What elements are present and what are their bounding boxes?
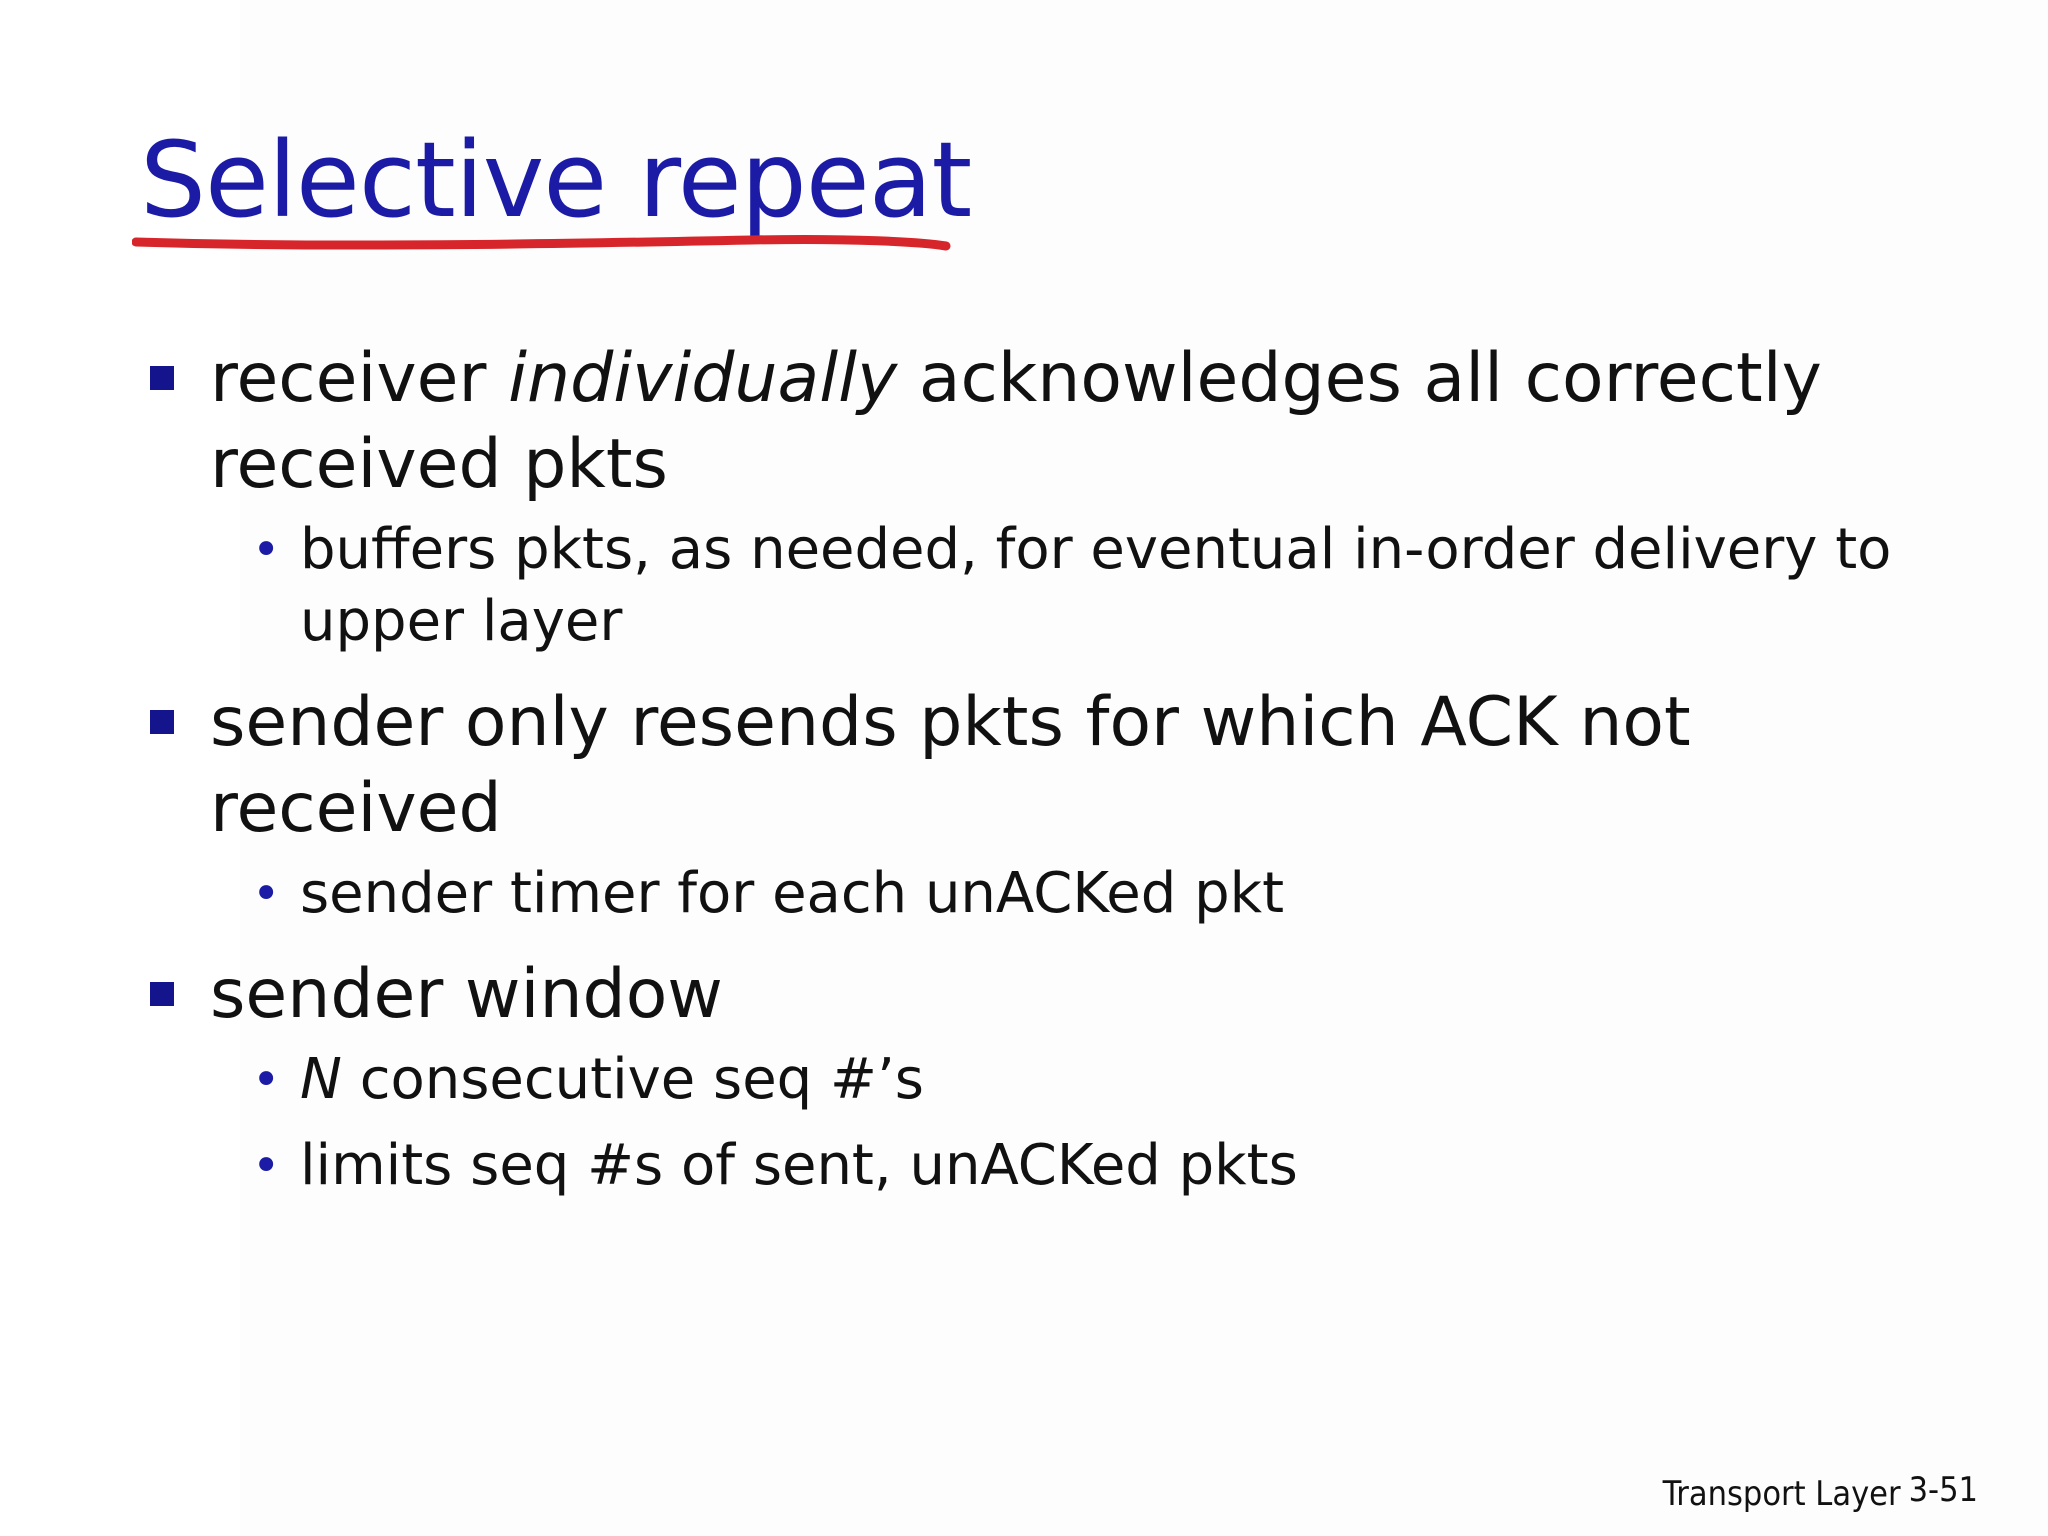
slide-title: Selective repeat [140, 119, 972, 241]
page-number: 3-51 [1908, 1470, 1978, 1510]
bullet-3 [148, 952, 1908, 1038]
slide-footer [1662, 1470, 1978, 1514]
dot-bullet-icon: • [252, 1052, 281, 1108]
square-bullet-icon [150, 710, 174, 734]
bullet-3-text-pre: sender window [210, 955, 723, 1034]
bullet-1-text-post: acknowledges all correctly received pkts [210, 339, 1822, 504]
bullet-3-sub-1-text: consecutive seq #’s [341, 1047, 924, 1112]
bullet-3-sub-2 [148, 1130, 1908, 1202]
bullet-1-text-pre: receiver [210, 339, 509, 418]
bullet-3-sub-1-emphasis: N [300, 1047, 342, 1112]
square-bullet-icon [150, 982, 174, 1006]
bullet-3-sub-2-text: limits seq #s of sent, unACKed pkts [300, 1133, 1298, 1198]
bullet-1-emphasis: individually [508, 339, 898, 418]
title-underline [132, 230, 952, 254]
bullet-2-text-pre: sender only resends pkts for which ACK not received [210, 683, 1691, 848]
bullet-1-sub-1 [148, 514, 1908, 658]
footer-label: Transport Layer [1662, 1474, 1901, 1514]
dot-bullet-icon: • [252, 866, 281, 922]
dot-bullet-icon: • [252, 522, 281, 578]
bullet-2-sub-1-text: sender timer for each unACKed pkt [300, 861, 1285, 926]
bullet-1-sub-1-text: buffers pkts, as needed, for eventual in-order delivery to upper layer [300, 517, 1892, 654]
bullet-2-sub-1 [148, 858, 1908, 930]
bullet-1 [148, 336, 1908, 508]
dot-bullet-icon: • [252, 1138, 281, 1194]
bullet-2 [148, 680, 1908, 852]
bullet-3-sub-1 [148, 1044, 1908, 1116]
bullet-list [148, 336, 1908, 1216]
square-bullet-icon [150, 366, 174, 390]
